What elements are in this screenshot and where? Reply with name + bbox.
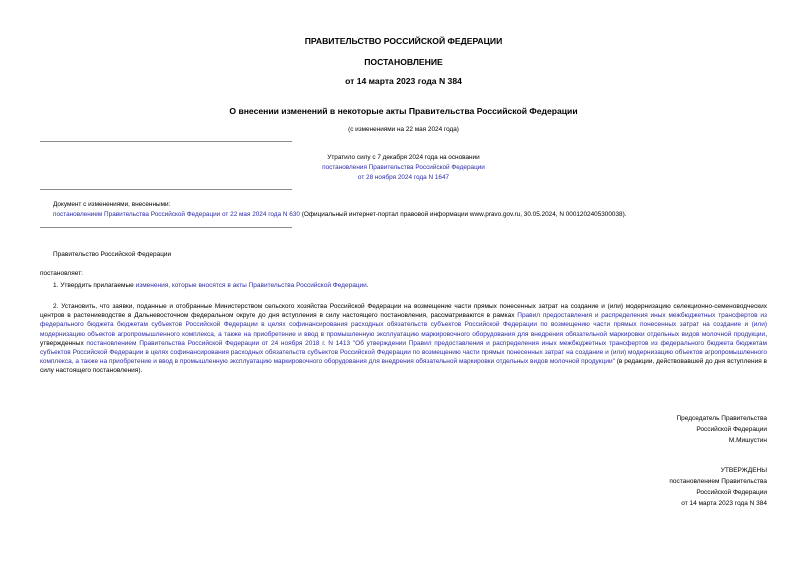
expiry-link-2[interactable] — [0, 173, 807, 182]
p2-suffix: (в редакции, действовавшей до дня вступления в силу настоящего постановления). — [40, 358, 767, 375]
p2-mid: , утвержденных — [40, 330, 767, 347]
approved-country: Российской Федерации — [696, 489, 767, 496]
changes-label: Документ с изменениями, внесенными: — [53, 201, 171, 208]
government-heading: ПРАВИТЕЛЬСТВО РОССИЙСКОЙ ФЕДЕРАЦИИ — [304, 36, 503, 46]
p2-text: 2. Установить, что заявки, поданные и отобранные Министерством сельского хозяйства Российской Федерации на возмещение части прямых понесенных затрат на создание и (или) модернизацию селекционно-семеноводческих центров в растениеводстве в Дальневосточном федеральном округе до дня вступления в силу настоящего постановления, рассматриваются в рамках — [40, 303, 767, 320]
expiry-link-date[interactable]: от 28 ноября 2024 года N 1647 — [357, 174, 450, 181]
approved-heading: УТВЕРЖДЕНЫ — [720, 467, 767, 474]
signature-country: Российской Федерации — [696, 426, 767, 433]
document-date-number: от 14 марта 2023 года N 384 — [345, 76, 462, 86]
decree-word: постановляет: — [40, 270, 83, 277]
p2-resolution-link[interactable]: постановлением Правительства Российской Федерации от 24 ноября 2018 г. N 1413 "Об утверждении Правил предоставления и распределения иных межбюджетных трансфертов из федерального бюджета бюджетам субъектов Российской Федерации в целях софинансирования расходных обязательств субъектов Российской Федерации по возмещению части прямых понесенных затрат на создание и (или) модернизацию объектов агропромышленного комплекса, а также на приобретение и ввод в промышленную эксплуатацию маркировочного оборудования для внедрения обязательной маркировки отдельных видов молочной продукции" — [40, 339, 767, 366]
p2-rules-link[interactable]: Правил предоставления и распределения иных межбюджетных трансфертов из федерального бюджета бюджетам субъектов Российской Федерации в целях софинансирования расходных обязательств субъектов Российской Федерации по возмещению части прямых понесенных затрат на создание и (или) модернизацию объектов агропромышленного комплекса, а также на приобретение и ввод в промышленную эксплуатацию маркировочного оборудования для внедрения обязательной маркировки отдельных видов молочной продукции — [40, 312, 768, 338]
p1-changes-link[interactable]: изменения, которые вносятся в акты Правительства Российской Федерации — [135, 282, 367, 289]
p1-prefix: 1. Утвердить прилагаемые — [53, 282, 136, 289]
changes-line — [53, 210, 773, 219]
signature-title: Председатель Правительства — [676, 415, 767, 422]
expiry-link-1[interactable] — [0, 163, 807, 172]
intro-text: Правительство Российской Федерации — [53, 251, 172, 258]
document-type: ПОСТАНОВЛЕНИЕ — [364, 57, 443, 67]
amendment-note: (с изменениями на 22 мая 2024 года) — [348, 126, 459, 133]
p1-suffix: . — [366, 282, 369, 289]
expiry-note: Утратило силу с 7 декабря 2024 года на основании — [327, 154, 480, 161]
approved-by: постановлением Правительства — [669, 478, 767, 485]
approved-date: от 14 марта 2023 года N 384 — [681, 500, 767, 507]
paragraph-2 — [40, 302, 767, 376]
expiry-link[interactable]: постановления Правительства Российской Федерации — [322, 164, 485, 171]
divider — [40, 227, 292, 228]
paragraph-1 — [53, 281, 369, 290]
signature-name: М.Мишустин — [728, 437, 767, 444]
changes-link[interactable]: постановлением Правительства Российской Федерации от 22 мая 2024 года N 630 — [53, 211, 300, 218]
divider — [40, 141, 292, 142]
divider — [40, 189, 292, 190]
changes-source: (Официальный интернет-портал правовой информации www.pravo.gov.ru, 30.05.2024, N 0001202405300038). — [299, 211, 627, 218]
document-title: О внесении изменений в некоторые акты Правительства Российской Федерации — [229, 106, 578, 116]
